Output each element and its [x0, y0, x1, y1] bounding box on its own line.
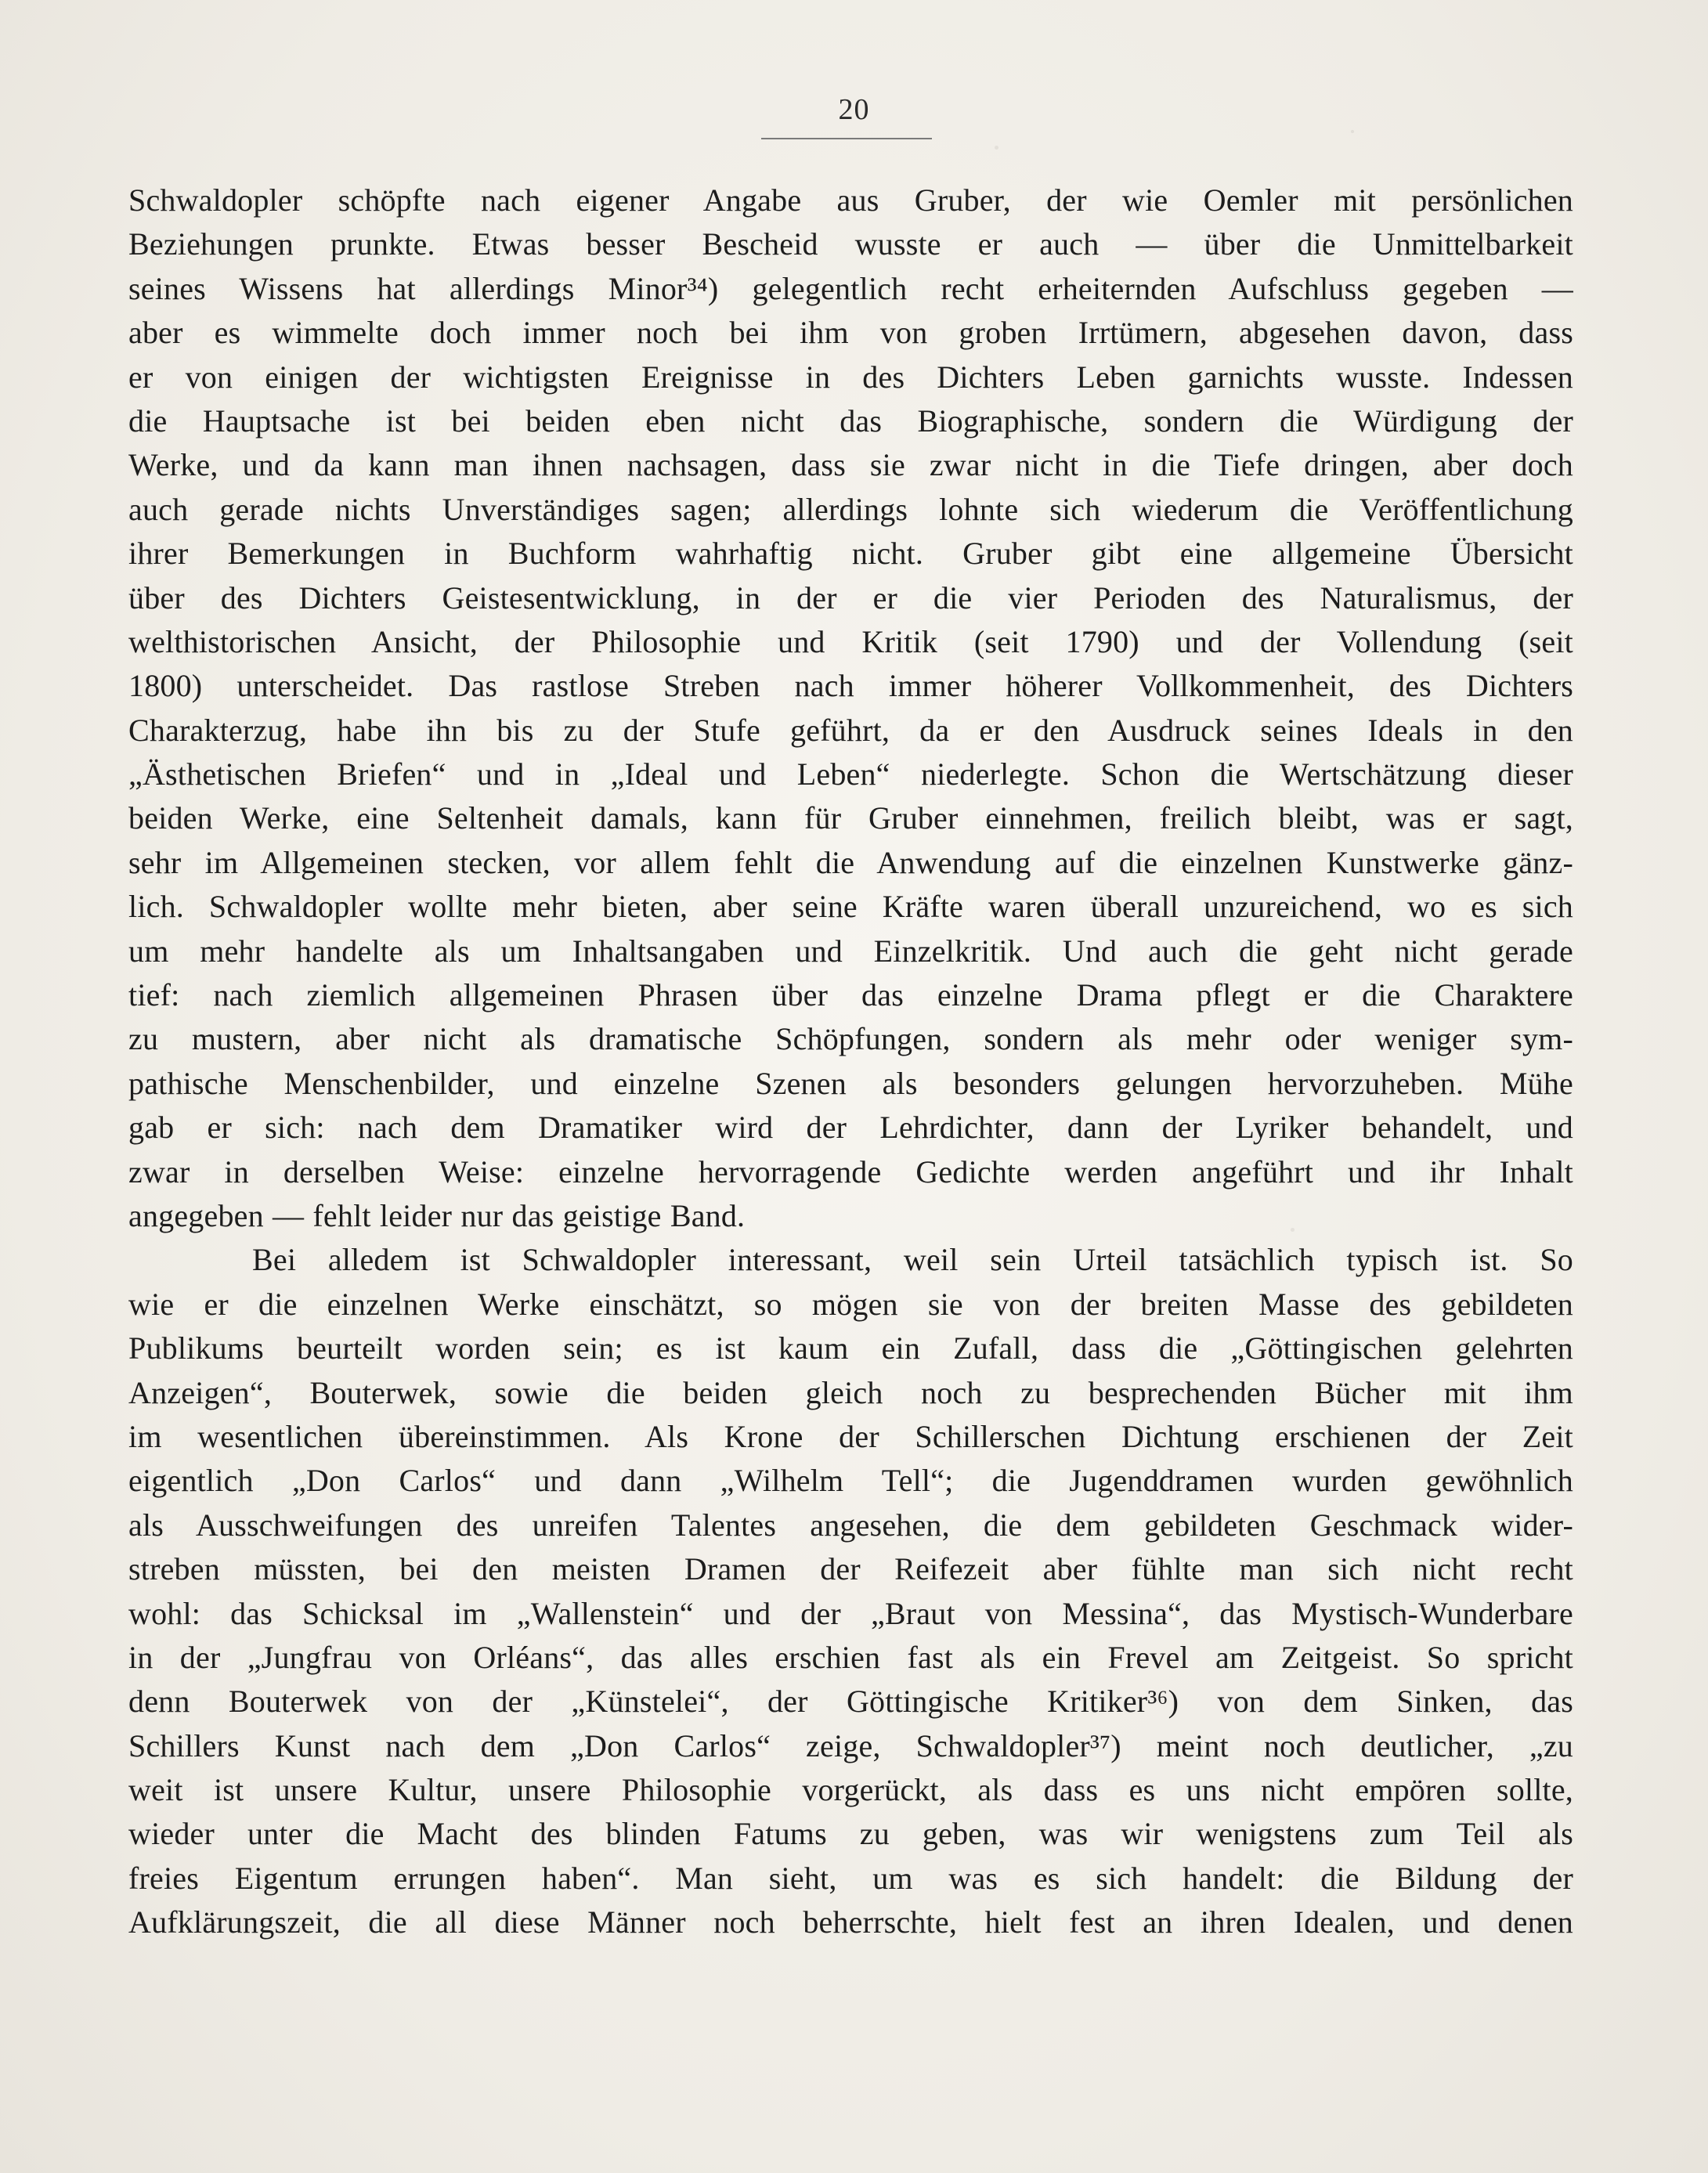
text-line: beiden Werke, eine Seltenheit damals, kann für Gruber einnehmen, freilich bleibt, was er sagt,	[128, 800, 1573, 836]
text-line: Charakterzug, habe ihn bis zu der Stufe geführt, da er den Ausdruck seines Ideals in den	[128, 712, 1573, 748]
text-line: wohl: das Schicksal im „Wallenstein“ und der „Braut von Messina“, das Mystisch-Wunderbare	[128, 1595, 1573, 1631]
text-line: 1800) unterscheidet. Das rastlose Streben nach immer höherer Vollkommenheit, des Dichters	[128, 668, 1573, 704]
text-line: im wesentlichen übereinstimmen. Als Krone der Schillerschen Dichtung erschienen der Zeit	[128, 1418, 1573, 1454]
body-text	[128, 179, 1573, 1945]
text-line: in der „Jungfrau von Orléans“, das alles erschien fast als ein Frevel am Zeitgeist. So spricht	[128, 1639, 1573, 1675]
text-line: freies Eigentum errungen haben“. Man sieht, um was es sich handelt: die Bildung der	[128, 1860, 1573, 1896]
text-line: Anzeigen“, Bouterwek, sowie die beiden gleich noch zu besprechenden Bücher mit ihm	[128, 1374, 1573, 1410]
text-line: er von einigen der wichtigsten Ereignisse in des Dichters Leben garnichts wusste. Indessen	[128, 359, 1573, 395]
text-line: wie er die einzelnen Werke einschätzt, so mögen sie von der breiten Masse des gebildeten	[128, 1286, 1573, 1322]
text-line: ihrer Bemerkungen in Buchform wahrhaftig nicht. Gruber gibt eine allgemeine Übersicht	[128, 536, 1573, 572]
text-line: denn Bouterwek von der „Künstelei“, der Göttingische Kritiker³⁶) von dem Sinken, das	[128, 1684, 1573, 1720]
ink-speck	[995, 146, 998, 150]
paragraph-end-line: angegeben — fehlt leider nur das geistige Band.	[128, 1197, 746, 1233]
header-rule	[761, 138, 932, 139]
text-line: streben müssten, bei den meisten Dramen der Reifezeit aber fühlte man sich nicht recht	[128, 1551, 1573, 1587]
text-line: zu mustern, aber nicht als dramatische Schöpfungen, sondern als mehr oder weniger sym-	[128, 1021, 1573, 1057]
text-line: tief: nach ziemlich allgemeinen Phrasen über das einzelne Drama pflegt er die Charaktere	[128, 977, 1573, 1013]
text-line: Schillers Kunst nach dem „Don Carlos“ zeige, Schwaldopler³⁷) meint noch deutlicher, „zu	[128, 1727, 1573, 1763]
text-line: über des Dichters Geistesentwicklung, in der er die vier Perioden des Naturalismus, der	[128, 579, 1573, 615]
text-line: Beziehungen prunkte. Etwas besser Bescheid wusste er auch — über die Unmittelbarkeit	[128, 226, 1573, 262]
text-line: Schwaldopler schöpfte nach eigener Angabe aus Gruber, der wie Oemler mit persönlichen	[128, 182, 1573, 218]
text-line: als Ausschweifungen des unreifen Talentes angesehen, die dem gebildeten Geschmack wider-	[128, 1507, 1573, 1543]
text-line: um mehr handelte als um Inhaltsangaben und Einzelkritik. Und auch die geht nicht gerade	[128, 933, 1573, 969]
text-line: Publikums beurteilt worden sein; es ist kaum ein Zufall, dass die „Göttingischen gelehrten	[128, 1330, 1573, 1366]
text-line: weit ist unsere Kultur, unsere Philosophie vorgerückt, als dass es uns nicht empören sollte,	[128, 1772, 1573, 1808]
text-line: lich. Schwaldopler wollte mehr bieten, aber seine Kräfte waren überall unzureichend, wo es sich	[128, 889, 1573, 925]
paragraph-start-line: Bei alledem ist Schwaldopler interessant, weil sein Urteil tatsächlich typisch ist. So	[252, 1242, 1573, 1278]
text-line: Werke, und da kann man ihnen nachsagen, dass sie zwar nicht in die Tiefe dringen, aber doch	[128, 447, 1573, 483]
text-line: seines Wissens hat allerdings Minor³⁴) gelegentlich recht erheiternden Aufschluss gegeben —	[128, 270, 1573, 306]
text-line: eigentlich „Don Carlos“ und dann „Wilhelm Tell“; die Jugenddramen wurden gewöhnlich	[128, 1463, 1573, 1499]
text-line: pathische Menschenbilder, und einzelne Szenen als besonders gelungen hervorzuheben. Mühe	[128, 1065, 1573, 1101]
text-line: aber es wimmelte doch immer noch bei ihm von groben Irrtümern, abgesehen davon, dass	[128, 315, 1573, 351]
text-line: sehr im Allgemeinen stecken, vor allem fehlt die Anwendung auf die einzelnen Kunstwerke gänz-	[128, 844, 1573, 880]
page-number: 20	[838, 93, 870, 126]
text-line: die Hauptsache ist bei beiden eben nicht das Biographische, sondern die Würdigung der	[128, 402, 1573, 439]
text-line: Aufklärungszeit, die all diese Männer noch beherrschte, hielt fest an ihren Idealen, und denen	[128, 1904, 1573, 1940]
text-line: welthistorischen Ansicht, der Philosophie und Kritik (seit 1790) und der Vollendung (seit	[128, 623, 1573, 659]
ink-speck	[1351, 130, 1354, 133]
text-line: zwar in derselben Weise: einzelne hervorragende Gedichte werden angeführt und ihr Inhalt	[128, 1153, 1573, 1189]
text-line: gab er sich: nach dem Dramatiker wird der Lehrdichter, dann der Lyriker behandelt, und	[128, 1110, 1573, 1146]
text-line: auch gerade nichts Unverständiges sagen; allerdings lohnte sich wiederum die Veröffentlichung	[128, 491, 1573, 527]
text-line: wieder unter die Macht des blinden Fatums zu geben, was wir wenigstens zum Teil als	[128, 1816, 1573, 1852]
text-line: „Ästhetischen Briefen“ und in „Ideal und Leben“ niederlegte. Schon die Wertschätzung dieser	[128, 756, 1573, 792]
